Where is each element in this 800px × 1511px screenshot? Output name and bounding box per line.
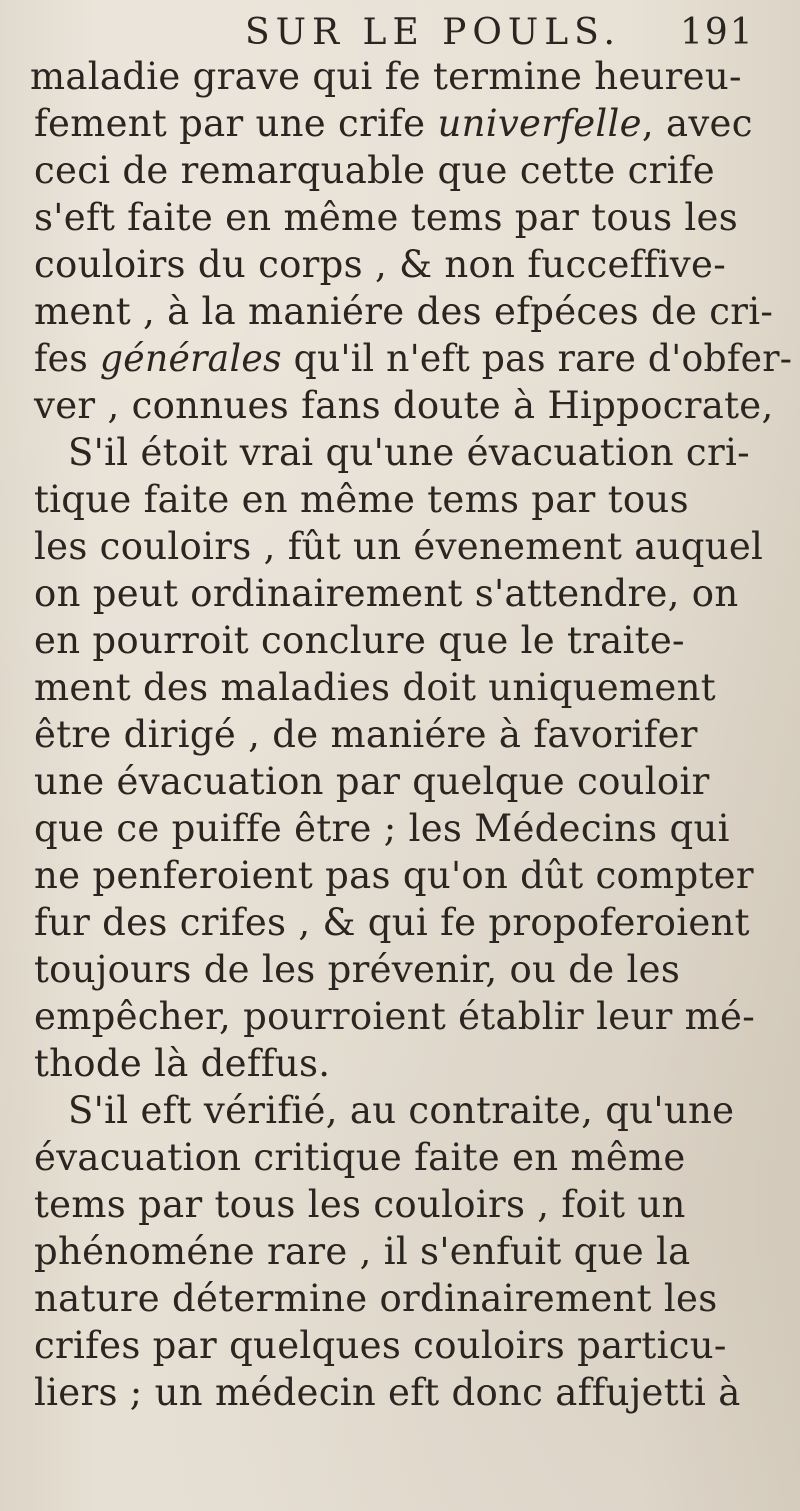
text-line: ceci de remarquable que cette crife <box>34 149 715 192</box>
text-line: thode là deffus. <box>34 1042 331 1085</box>
text-line: fement par une crife univerfelle, avec <box>34 102 753 145</box>
text-line: évacuation critique faite en même <box>34 1136 686 1179</box>
text-line: tique faite en même tems par tous <box>34 478 689 521</box>
text-line: s'eft faite en même tems par tous les <box>34 196 739 239</box>
text-line: liers ; un médecin eft donc affujetti à <box>34 1371 741 1414</box>
running-head: SUR LE POULS. <box>245 12 621 53</box>
italic-term: univerfelle <box>437 102 642 145</box>
text-line: maladie grave qui fe termine heureu- <box>30 55 742 98</box>
text-line: S'il étoit vrai qu'une évacuation cri- <box>68 431 750 474</box>
text-line: une évacuation par quelque couloir <box>34 760 710 803</box>
text-line: S'il eft vérifié, au contraite, qu'une <box>68 1089 735 1132</box>
text-line: ment des maladies doit uniquement <box>34 666 716 709</box>
text-line: toujours de les prévenir, ou de les <box>34 948 681 991</box>
text-line: crifes par quelques couloirs particu- <box>34 1324 727 1367</box>
page-number: 191 <box>680 12 755 53</box>
text-line: les couloirs , fût un évenement auquel <box>34 525 764 568</box>
text-line: on peut ordinairement s'attendre, on <box>34 572 739 615</box>
text-line: ver , connues fans doute à Hippocrate, <box>34 384 774 427</box>
text-line: tems par tous les couloirs , foit un <box>34 1183 686 1226</box>
text-line: phénoméne rare , il s'enfuit que la <box>34 1230 691 1273</box>
text-line: que ce puiffe être ; les Médecins qui <box>34 807 730 850</box>
text-line: fes générales qu'il n'eft pas rare d'obfer- <box>34 337 793 380</box>
text-line: empêcher, pourroient établir leur mé- <box>34 995 756 1038</box>
text-line: en pourroit conclure que le traite- <box>34 619 685 662</box>
italic-term: générales <box>99 337 282 380</box>
text-line: fur des crifes , & qui fe propoferoient <box>34 901 750 944</box>
text-line: nature détermine ordinairement les <box>34 1277 718 1320</box>
text-line: ne penferoient pas qu'on dût compter <box>34 854 754 897</box>
text-line: ment , à la maniére des efpéces de cri- <box>34 290 774 333</box>
text-line: être dirigé , de maniére à favorifer <box>34 713 698 756</box>
text-line: couloirs du corps , & non fucceffive- <box>34 243 727 286</box>
